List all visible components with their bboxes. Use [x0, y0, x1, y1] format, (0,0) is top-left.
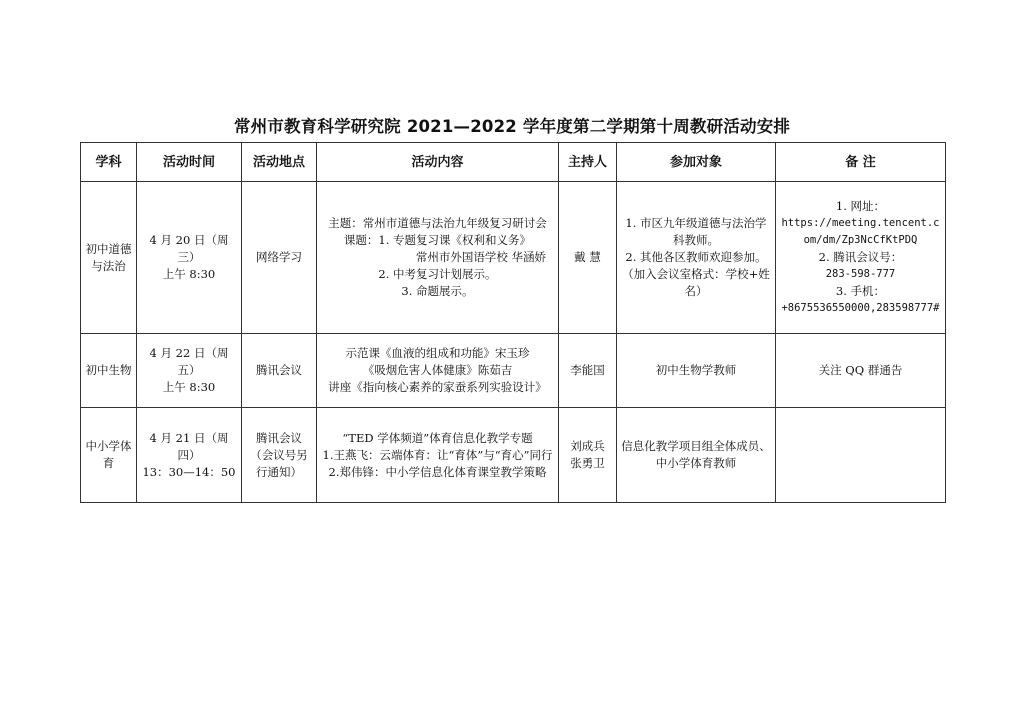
time-hour: 上午 8:30 — [162, 267, 216, 281]
cell-content — [317, 334, 559, 408]
content-line: 3. 命题展示。 — [401, 284, 474, 298]
cell-subject: 中小学体育 — [81, 408, 137, 503]
participants-line: 1. 市区九年级道德与法治学科教师。 — [625, 216, 767, 247]
notes-line: 关注 QQ 群通告 — [818, 363, 903, 377]
cell-content — [317, 408, 559, 503]
cell-notes — [776, 408, 946, 503]
notes-line: 2. 腾讯会议号： — [818, 250, 903, 264]
notes-line: 3. 手机： — [835, 284, 886, 298]
host-line: 张勇卫 — [570, 456, 605, 470]
header-participants: 参加对象 — [617, 143, 776, 182]
participants-line: 2. 其他各区教师欢迎参加。 — [625, 250, 767, 264]
cell-location: 腾讯会议 — [242, 334, 317, 408]
table-header-row — [81, 143, 946, 182]
notes-line: 1. 网址： — [835, 199, 886, 213]
participants-line: 初中生物学教师 — [655, 363, 737, 377]
participants-line: 信息化教学项目组全体成员、中小学体育教师 — [621, 439, 771, 470]
header-notes: 备 注 — [776, 143, 946, 182]
schedule-table — [80, 142, 946, 503]
time-hour: 上午 8:30 — [162, 380, 216, 394]
time-date: 4 月 22 日（周五） — [149, 346, 229, 377]
phone-number: +8675536550000,283598777# — [781, 302, 940, 314]
cell-subject: 初中道德与法治 — [81, 182, 137, 334]
cell-location: 腾讯会议（会议号另行通知） — [242, 408, 317, 503]
table-row — [81, 182, 946, 334]
cell-time — [137, 334, 242, 408]
cell-subject: 初中生物 — [81, 334, 137, 408]
meeting-id: 283-598-777 — [825, 268, 896, 280]
content-line: 2.郑伟锋：中小学信息化体育课堂教学策略 — [328, 464, 547, 479]
cell-participants — [617, 182, 776, 334]
participants-line: （加入会议室格式：学校+姓名） — [622, 267, 770, 298]
content-line: “TED 学体频道”体育信息化教学专题 — [342, 430, 533, 445]
cell-time — [137, 408, 242, 503]
table-row — [81, 408, 946, 503]
table-row — [81, 334, 946, 408]
cell-participants — [617, 408, 776, 503]
content-line: 常州市外国语学校 华涵娇 — [415, 250, 546, 264]
content-line: 1.王燕飞：云端体育：让“育体”与“育心”同行 — [322, 447, 553, 462]
content-line: 示范课《血液的组成和功能》宋玉珍 — [345, 346, 530, 360]
content-line: 主题：常州市道德与法治九年级复习研讨会 — [328, 216, 547, 230]
cell-host — [559, 408, 617, 503]
time-date: 4 月 20 日（周三） — [149, 233, 229, 264]
time-date: 4 月 21 日（周四） — [149, 430, 229, 462]
cell-notes — [776, 182, 946, 334]
cell-participants — [617, 334, 776, 408]
content-line: 《吸烟危害人体健康》陈茹吉 — [362, 363, 513, 377]
header-subject: 学科 — [81, 143, 137, 182]
cell-host: 戴 慧 — [559, 182, 617, 334]
host-line: 刘成兵 — [570, 439, 605, 453]
header-content: 活动内容 — [317, 143, 559, 182]
header-time: 活动时间 — [137, 143, 242, 182]
cell-host: 李能国 — [559, 334, 617, 408]
cell-content — [317, 182, 559, 334]
page-title: 常州市教育科学研究院 2021—2022 学年度第二学期第十周教研活动安排 — [233, 117, 791, 136]
meeting-url-link[interactable]: https://meeting.tencent.com/dm/Zp3NcCfKtPDQ — [781, 217, 940, 246]
content-line: 讲座《指向核心素养的家蚕系列实验设计》 — [328, 380, 547, 394]
header-location: 活动地点 — [242, 143, 317, 182]
content-line: 2. 中考复习计划展示。 — [378, 267, 497, 281]
header-host: 主持人 — [559, 143, 617, 182]
cell-location: 网络学习 — [242, 182, 317, 334]
cell-time — [137, 182, 242, 334]
time-hour: 13：30—14：50 — [142, 464, 236, 479]
cell-notes — [776, 334, 946, 408]
content-line: 课题：1. 专题复习课《权利和义务》 — [343, 233, 532, 247]
